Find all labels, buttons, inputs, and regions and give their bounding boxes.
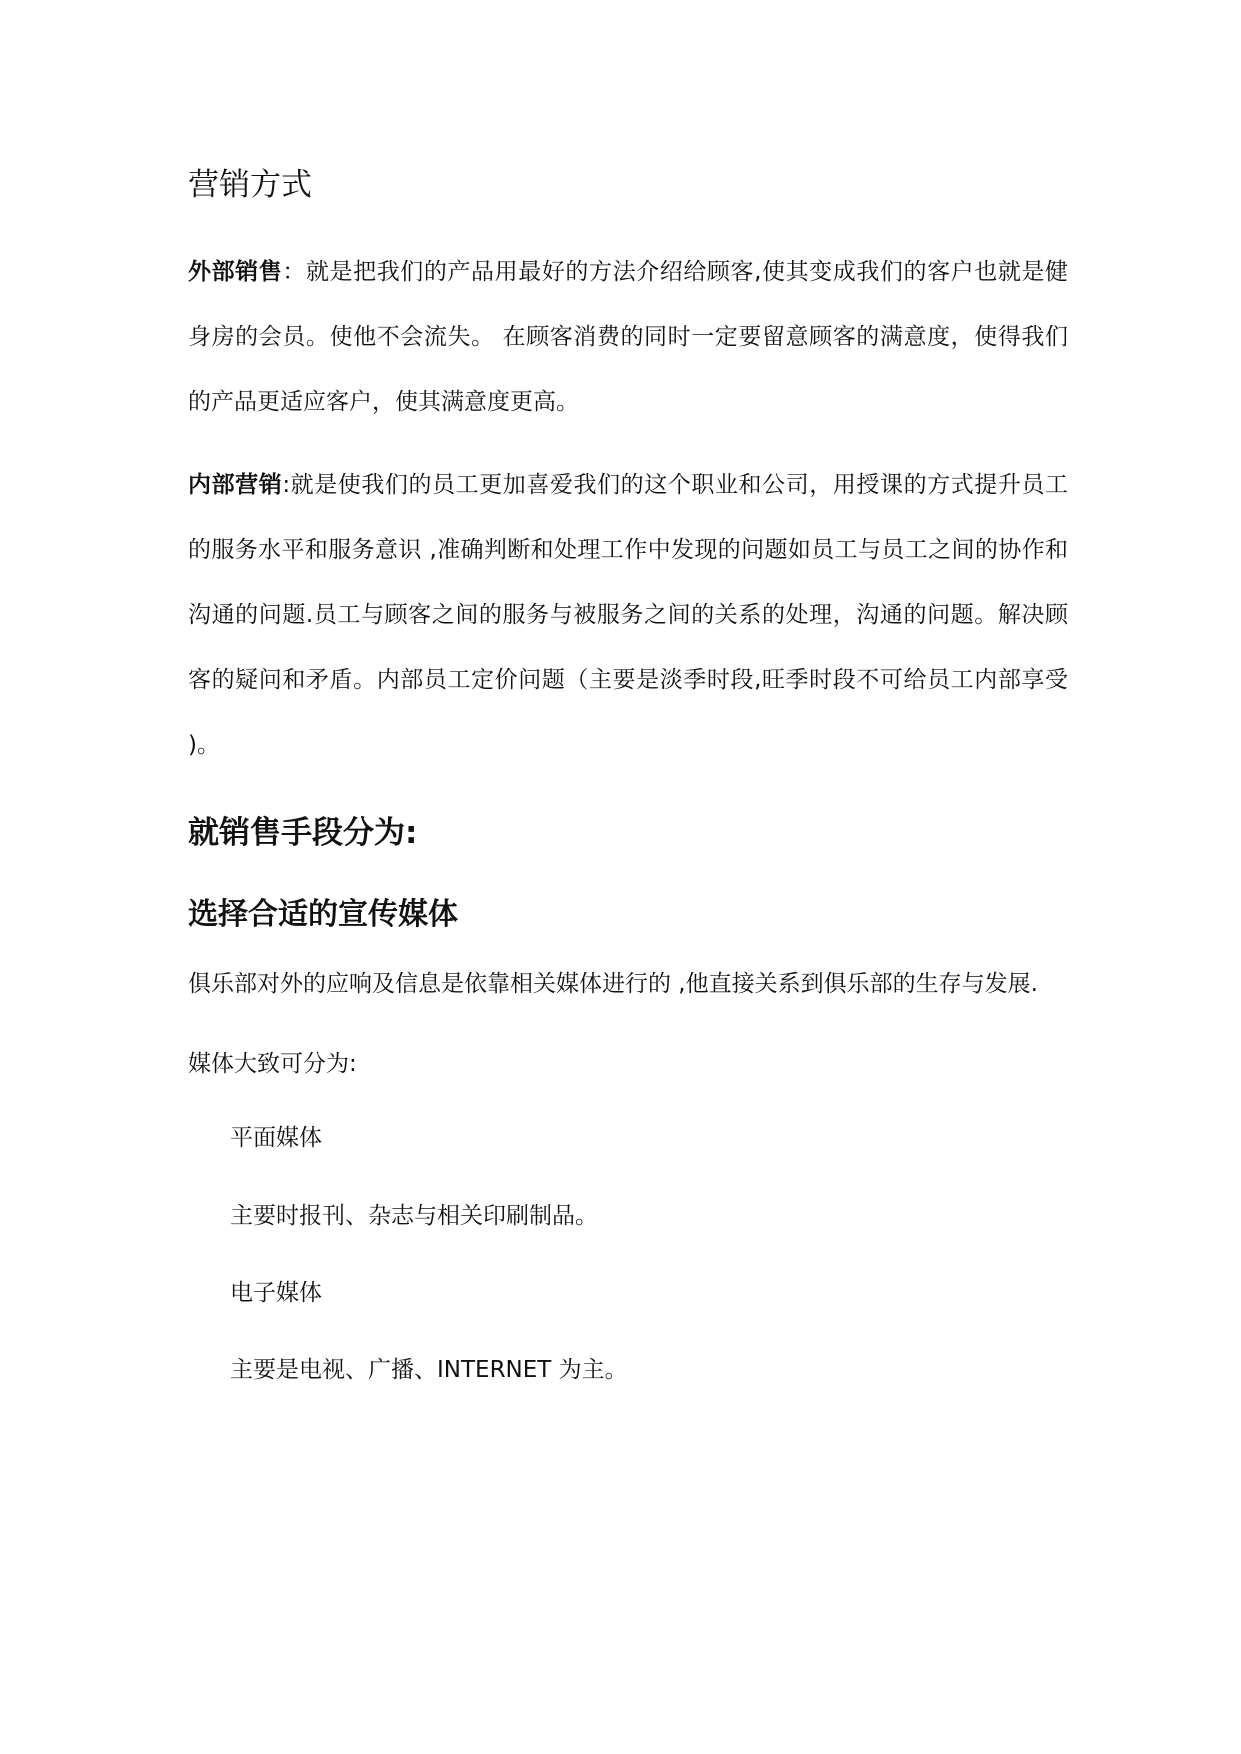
external-sales-term: 外部销售 bbox=[188, 259, 283, 285]
internal-marketing-paragraph bbox=[188, 453, 1068, 778]
internal-marketing-text: 就是使我们的员工更加喜爱我们的这个职业和公司，用授课的方式提升员工的服务水平和服务意识 ,准确判断和处理工作中发现的问题如员工与员工之间的协作和沟通的问题.员工与顾客之间的服务与被服务之间的关系的处理，沟通的问题。解决顾客的疑问和矛盾。内部员工定价问题（主要是淡季时段,旺季时段不可给员工内部享受 )。 bbox=[188, 472, 1069, 758]
external-sales-separator: ： bbox=[282, 259, 306, 285]
internal-marketing-term: 内部营销 bbox=[188, 472, 283, 498]
media-item-print: 平面媒体 bbox=[230, 1125, 322, 1151]
media-item-electronic-desc: 主要是电视、广播、INTERNET 为主。 bbox=[230, 1357, 628, 1383]
media-intro-paragraph: 俱乐部对外的应响及信息是依靠相关媒体进行的 ,他直接关系到俱乐部的生存与发展. bbox=[188, 971, 1038, 997]
internal-marketing-separator: : bbox=[282, 472, 291, 498]
media-categories-label: 媒体大致可分为: bbox=[188, 1051, 357, 1077]
document-page bbox=[188, 150, 1068, 1401]
page-title: 营销方式 bbox=[188, 167, 312, 203]
media-item-print-desc: 主要时报刊、杂志与相关印刷制品。 bbox=[230, 1203, 598, 1229]
media-list bbox=[188, 1107, 1068, 1401]
external-sales-paragraph bbox=[188, 240, 1068, 435]
sales-methods-heading: 就销售手段分为: bbox=[188, 815, 418, 851]
external-sales-text: 就是把我们的产品用最好的方法介绍给顾客,使其变成我们的客户也就是健身房的会员。使他不会流失。 在顾客消费的同时一定要留意顾客的满意度，使得我们的产品更适应客户，使其满意度更高。 bbox=[188, 259, 1069, 415]
media-item-electronic: 电子媒体 bbox=[230, 1280, 322, 1306]
media-selection-heading: 选择合适的宣传媒体 bbox=[188, 897, 458, 932]
